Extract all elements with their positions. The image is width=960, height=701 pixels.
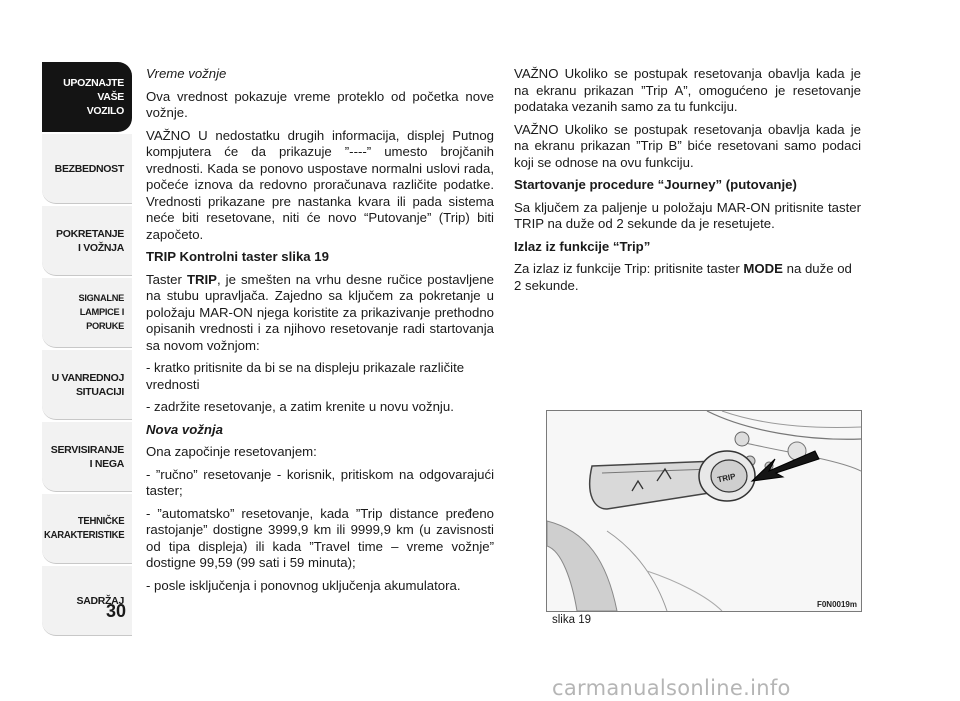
tab-label: UPOZNAJTE VAŠE VOZILO	[63, 77, 124, 117]
section-heading-izlaz: Izlaz iz funkcije “Trip”	[514, 238, 651, 254]
steering-stalk-illustration	[547, 411, 861, 611]
paragraph-trip-description	[146, 272, 494, 355]
tab-label: BEZBEDNOST	[54, 162, 124, 175]
paragraph-vazno-trip-a: VAŽNO Ukoliko se postupak resetovanja obavlja kada je na ekranu prikazan ”Trip A”, omogućeno je resetovanje podataka vezanih samo za tu funkciju.	[514, 66, 861, 114]
section-heading-trip-taster: TRIP Kontrolni taster slika 19	[146, 249, 329, 264]
figure-caption: slika 19	[552, 614, 591, 626]
text-span: na duže od 2 sekunde.	[514, 261, 852, 293]
text-span: Taster	[146, 271, 187, 287]
tab-upoznajte-vase-vozilo[interactable]	[42, 62, 132, 132]
paragraph: Ona započinje resetovanjem:	[146, 444, 317, 459]
section-heading-nova-voznja: Nova vožnja	[146, 421, 223, 437]
paragraph: Sa ključem za paljenje u položaju MAR-ON pritisnite taster TRIP na duže od 2 sekunde da je resetujete.	[514, 199, 861, 231]
paragraph-vazno: VAŽNO U nedostatku drugih informacija, displej Putnog kompjutera će da prikazuje ”----” umesto brojčanih vrednosti. Kada se ponovo uspostave normalni uslovi rada, počeće iznova da redovno proračunava različite podatke. Vrednosti prikazane pre nastanka kvara ili pada sistema neće biti resetovane, niti će novo “Putovanje” (Trip) biti započeto.	[146, 127, 494, 242]
text-span: Za izlaz iz funkcije Trip: pritisnite taster	[514, 261, 744, 276]
watermark: carmanualsonline.info	[552, 676, 791, 700]
tab-label: TEHNIČKE KARAKTERISTIKE	[43, 515, 124, 541]
paragraph-izlaz	[514, 261, 861, 294]
trip-keyword: TRIP	[186, 271, 217, 287]
trip-button-label: TRIP	[716, 471, 737, 485]
tab-label: SIGNALNE LAMPICE I PORUKE	[78, 292, 124, 332]
tab-label: U VANREDNOJ SITUACIJI	[51, 371, 124, 398]
mode-keyword: MODE	[743, 261, 783, 276]
tab-label: SADRŽAJ	[76, 594, 124, 607]
text-span: , je smešten na vrhu desne ručice postavljene na stubu upravljača. Zajedno sa ključem za pokretanje u položaju MAR-ON njega koristite za prikazivanje prethodno opisanih vrednosti i za njihovo resetovanje radi startovanja sa novom vožnjom:	[146, 271, 495, 353]
right-column	[514, 66, 861, 300]
tab-bezbednost[interactable]	[42, 134, 132, 204]
tab-label: POKRETANJE I VOŽNJA	[56, 227, 124, 254]
paragraph-vazno-trip-b: VAŽNO Ukoliko se postupak resetovanja obavlja kada je na ekranu prikazan ”Trip B” biće resetovani samo podaci koji se odnose na ovu funkciju.	[514, 121, 861, 170]
section-heading-journey: Startovanje procedure “Journey” (putovanje)	[514, 177, 797, 192]
section-heading-vreme-voznje: Vreme vožnje	[146, 66, 227, 81]
tab-servisiranje-i-nega[interactable]	[42, 422, 132, 492]
left-column	[146, 66, 494, 600]
tab-label: SERVISIRANJE I NEGA	[50, 443, 124, 470]
list-item: - posle isključenja i ponovnog uključenja akumulatora.	[146, 577, 461, 593]
list-item: - kratko pritisnite da bi se na displeju prikazale različite vrednosti	[146, 360, 465, 392]
tab-tehnicke-karakteristike[interactable]	[42, 494, 132, 564]
tab-pokretanje-i-voznja[interactable]	[42, 206, 132, 276]
tab-signalne-lampice[interactable]	[42, 278, 132, 348]
paragraph: Ova vrednost pokazuje vreme proteklo od početka nove vožnje.	[146, 88, 494, 120]
figure-code: F0N0019m	[816, 600, 857, 609]
list-item: - ”automatsko” resetovanje, kada ”Trip distance pređeno rastojanje” dostigne 3999,9 km ili 9999,9 km (u zavisnosti od tipa displeja) ili kada ”Travel time – vreme vožnje” dostigne 99,59 (99 sati i 59 minuta);	[146, 505, 494, 570]
list-item: - zadržite resetovanje, a zatim krenite u novu vožnju.	[146, 399, 454, 414]
page-number: 30	[105, 601, 127, 621]
figure-slika-19	[546, 410, 862, 612]
tab-u-vanrednoj-situaciji[interactable]	[42, 350, 132, 420]
list-item: - ”ručno” resetovanje - korisnik, pritiskom na odgovarajući taster;	[146, 466, 494, 498]
